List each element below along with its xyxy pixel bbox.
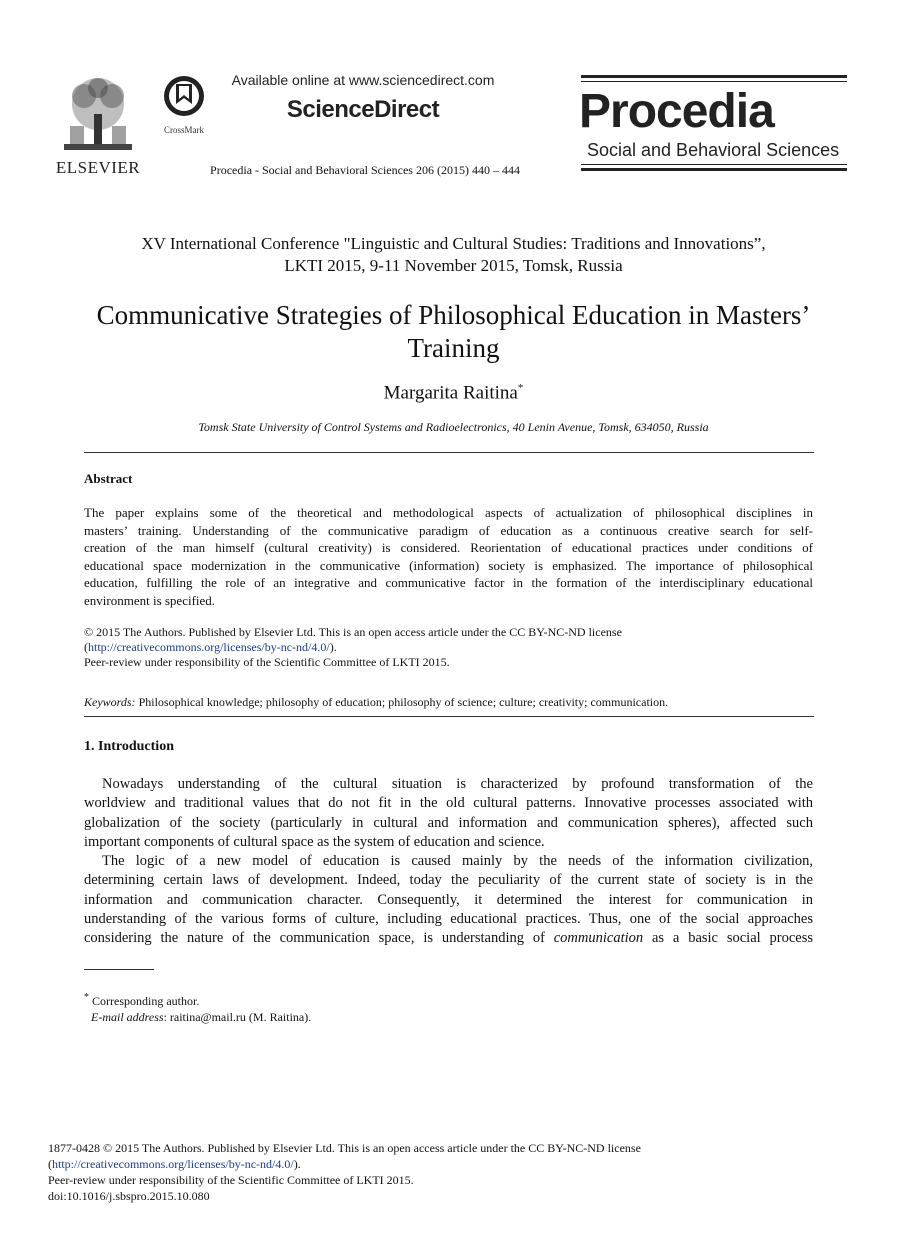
paragraph-line: globalization of the society (particularly in cultural and information and communication spheres), affected such [84, 814, 813, 831]
paper-title-line-2: Training [407, 333, 500, 363]
abstract-line: masters’ training. Understanding of the communicative paradigm of education as a continuous creative search for self- [84, 522, 813, 538]
conference-line-2: LKTI 2015, 9-11 November 2015, Tomsk, Russia [284, 256, 623, 275]
footnote-rule [84, 969, 154, 970]
copyright-license-line [84, 640, 813, 655]
footnote-corresponding [84, 992, 199, 1009]
paper-title-line-1: Communicative Strategies of Philosophical Education in Masters’ [96, 300, 811, 330]
paragraph-line: information and communication character. Consequently, it determined the interest for communication in [84, 891, 813, 908]
footer-license [48, 1156, 868, 1172]
available-online-text: Available online at www.sciencedirect.com [231, 72, 495, 88]
introduction-paragraph-1 [84, 775, 813, 852]
paragraph-line [84, 929, 813, 948]
conference-line-1: XV International Conference "Linguistic and Cultural Studies: Traditions and Innovations”, [141, 234, 766, 253]
footnote-mark: * [84, 992, 89, 1003]
paragraph-line: Nowadays understanding of the cultural situation is characterized by profound transformation of the [102, 776, 813, 792]
author-name: Margarita Raitina [383, 382, 518, 404]
paren-close: ). [329, 640, 337, 654]
copyright-line: © 2015 The Authors. Published by Elsevier Ltd. This is an open access article under the CC BY-NC-ND license [84, 625, 622, 639]
elsevier-wordmark: ELSEVIER [55, 158, 141, 177]
procedia-logo: Procedia [579, 85, 774, 138]
crossmark-badge[interactable] [156, 74, 212, 135]
abstract-top-rule [84, 452, 814, 453]
affiliation: Tomsk State University of Control Systems and Radioelectronics, 40 Lenin Avenue, Tomsk, 634050, Russia [198, 420, 709, 434]
abstract-body [84, 504, 813, 610]
abstract-heading: Abstract [84, 471, 133, 486]
abstract-line: environment is specified. [84, 592, 216, 608]
author-footnote-mark[interactable]: * [517, 382, 524, 394]
footer-license-link[interactable]: http://creativecommons.org/licenses/by-nc-nd/4.0/ [52, 1157, 294, 1171]
procedia-rule-bottom [581, 168, 847, 171]
abstract-line: education, fulfilling the role of an integrative and communicative factor in the formation of the interdisciplinary educational [84, 575, 813, 591]
footer-doi[interactable]: doi:10.1016/j.sbspro.2015.10.080 [48, 1189, 210, 1203]
license-link[interactable]: http://creativecommons.org/licenses/by-nc-nd/4.0/ [88, 640, 330, 654]
keywords-list: Philosophical knowledge; philosophy of education; philosophy of science; culture; creativity; communication. [135, 695, 669, 709]
footer-copyright: 1877-0428 © 2015 The Authors. Published by Elsevier Ltd. This is an open access article under the CC BY-NC-ND license [48, 1141, 641, 1155]
paren-open: ( [48, 1157, 52, 1171]
crossmark-icon [162, 74, 206, 118]
line-text: considering the nature of the communication space, is understanding of [84, 930, 554, 947]
procedia-rule-top-thin [581, 81, 847, 82]
footnote-email [91, 1010, 311, 1025]
abstract-line: creation of the man himself (cultural creativity) is considered. Reorientation of educational practices under conditions of [84, 540, 813, 556]
procedia-rule-top [581, 75, 847, 78]
paren-close: ). [293, 1157, 301, 1171]
footnote-corresponding-text: Corresponding author. [89, 994, 200, 1008]
elsevier-logo [50, 74, 146, 178]
paren-open: ( [84, 640, 88, 654]
procedia-rule-bottom-thin [581, 164, 847, 165]
paragraph-line: understanding of the various forms of culture, including educational practices. Thus, one of the social approaches [84, 910, 813, 927]
footer-peer-review: Peer-review under responsibility of the Scientific Committee of LKTI 2015. [48, 1173, 414, 1187]
introduction-paragraph-2 [84, 852, 813, 948]
paragraph-line: The logic of a new model of education is caused mainly by the needs of the information civilization, [102, 853, 813, 869]
line-text: as a basic social process [643, 930, 813, 947]
crossmark-label: CrossMark [164, 125, 204, 135]
sciencedirect-logo: ScienceDirect [286, 96, 440, 123]
paragraph-line: worldview and traditional values that do not fit in the old cultural patterns. Innovative processes associated with [84, 795, 813, 812]
peer-review-line: Peer-review under responsibility of the Scientific Committee of LKTI 2015. [84, 655, 450, 669]
introduction-heading: 1. Introduction [84, 739, 174, 754]
abstract-line: The paper explains some of the theoretical and methodological aspects of actualization of philosophical disciplines in [84, 505, 813, 520]
keywords-label: Keywords: [84, 695, 136, 709]
elsevier-tree-icon [54, 74, 142, 156]
abstract-bottom-rule [84, 716, 814, 717]
journal-reference: Procedia - Social and Behavioral Sciences 206 (2015) 440 – 444 [210, 163, 520, 177]
email-value[interactable]: : raitina@mail.ru (M. Raitina). [163, 1010, 312, 1024]
author [40, 382, 867, 404]
abstract-line: educational space modernization in the communicative (information) society is emphasized. The importance of philosophical [84, 557, 813, 573]
page-footer [48, 1140, 868, 1204]
procedia-subtitle: Social and Behavioral Sciences [587, 140, 840, 160]
paragraph-line: determining certain laws of development. Indeed, today the peculiarity of the current state of society is in the [84, 872, 813, 889]
copyright-notice [84, 625, 813, 670]
keywords [84, 694, 813, 712]
email-label: E-mail address [91, 1010, 164, 1024]
paragraph-line: important components of cultural space as the system of education and science. [84, 833, 545, 850]
emphasis-communication: communication [553, 930, 644, 947]
